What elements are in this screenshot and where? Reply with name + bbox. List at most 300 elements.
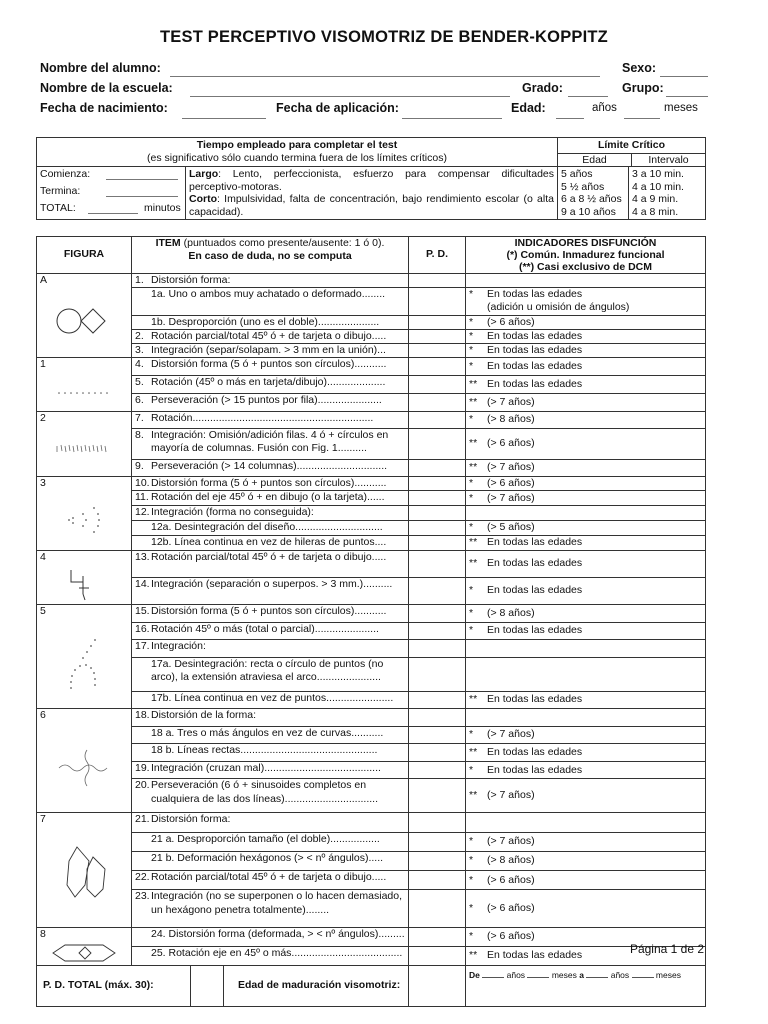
indicator-text: (> 7 años) xyxy=(487,728,535,741)
grade-label: Grado: xyxy=(522,81,563,95)
item-number: 10. xyxy=(135,476,150,489)
time-description-cell xyxy=(186,167,558,220)
intervalo-row: 4 a 9 min. xyxy=(632,193,679,205)
indicator-marker: ** xyxy=(469,693,478,706)
indicator-cell xyxy=(466,428,706,460)
figure-drawing xyxy=(49,941,119,965)
pd-cell[interactable] xyxy=(409,412,466,428)
item-text: Integración (cruzan mal)........................................ xyxy=(151,761,381,774)
indicator-cell xyxy=(466,657,706,691)
table-row xyxy=(37,329,706,343)
indicator-cell xyxy=(466,832,706,851)
pd-cell[interactable] xyxy=(409,288,466,315)
indicator-marker: ** xyxy=(469,461,478,474)
table-row xyxy=(37,412,706,428)
pd-cell[interactable] xyxy=(409,761,466,779)
item-cell xyxy=(132,506,409,521)
pd-cell[interactable] xyxy=(409,428,466,460)
item-cell xyxy=(132,927,409,946)
item-number: 4. xyxy=(135,358,144,371)
table-row xyxy=(37,491,706,506)
table-row xyxy=(37,376,706,394)
table-row xyxy=(37,605,706,623)
anos-label: años xyxy=(610,969,630,980)
time-header: Tiempo empleado para completar el test xyxy=(196,139,398,151)
school-name-label: Nombre de la escuela: xyxy=(40,81,173,95)
critical-limit-title: Límite Crítico xyxy=(558,138,705,154)
pd-cell[interactable] xyxy=(409,535,466,550)
item-number xyxy=(135,744,151,757)
indicator-marker: * xyxy=(469,288,474,301)
item-cell xyxy=(132,691,409,709)
item-cell xyxy=(132,358,409,376)
indicator-marker: * xyxy=(469,329,474,342)
pd-cell[interactable] xyxy=(409,550,466,577)
item-number xyxy=(135,852,151,865)
pd-cell[interactable] xyxy=(409,329,466,343)
pd-cell[interactable] xyxy=(409,657,466,691)
indicator-cell xyxy=(466,491,706,506)
indicator-marker: * xyxy=(469,873,474,886)
indicator-cell xyxy=(466,779,706,813)
minutos-label: minutos xyxy=(144,202,181,214)
indicator-cell xyxy=(466,871,706,890)
col-intervalo: Intervalo xyxy=(648,153,689,166)
item-cell xyxy=(132,622,409,640)
pd-cell[interactable] xyxy=(409,506,466,521)
time-subheader: (es significativo sólo cuando termina fuera de los límites críticos) xyxy=(147,151,447,164)
table-row xyxy=(37,709,706,727)
indicator-cell xyxy=(466,506,706,521)
indicator-text: En todas las edades xyxy=(487,329,583,342)
pd-cell[interactable] xyxy=(409,779,466,813)
item-cell xyxy=(132,779,409,813)
item-text: 21 a. Desproporción tamaño (el doble)................. xyxy=(151,832,380,845)
item-text: 1a. Uno o ambos muy achatado o deformado........ xyxy=(151,288,386,301)
item-text: 18 a. Tres o más ángulos en vez de curvas........... xyxy=(151,726,384,739)
indicator-text: (> 8 años) xyxy=(487,606,535,619)
item-cell xyxy=(132,376,409,394)
item-number xyxy=(135,727,151,740)
indicator-marker: * xyxy=(469,360,474,373)
item-cell xyxy=(132,344,409,358)
age-label: Edad: xyxy=(511,101,546,115)
edad-row: 5 años xyxy=(561,168,593,180)
pd-total-value[interactable] xyxy=(191,966,224,1006)
item-cell xyxy=(132,329,409,343)
item-cell xyxy=(132,476,409,491)
figure-drawing xyxy=(49,287,119,347)
figure-cell xyxy=(37,709,132,813)
item-number: 7. xyxy=(135,412,144,425)
item-number: 15. xyxy=(135,605,150,618)
edad-maduracion-range[interactable] xyxy=(466,965,706,1006)
item-cell xyxy=(132,871,409,890)
edad-row: 5 ½ años xyxy=(561,180,605,193)
table-row xyxy=(37,428,706,460)
intervalo-row: 4 a 10 min. xyxy=(632,180,684,193)
birth-date-line[interactable] xyxy=(182,118,266,119)
indicator-cell xyxy=(466,535,706,550)
indicator-cell xyxy=(466,691,706,709)
figure-drawing xyxy=(49,827,119,927)
pd-cell[interactable] xyxy=(409,851,466,870)
header-ind-title: INDICADORES DISFUNCIÓN xyxy=(514,237,657,249)
header-ind-common: (*) Común. Inmadurez funcional xyxy=(506,249,665,261)
item-number: 18. xyxy=(135,709,150,722)
pd-cell[interactable] xyxy=(409,476,466,491)
comienza-label: Comienza: xyxy=(40,168,91,180)
item-text: 17b. Línea continua en vez de puntos....................... xyxy=(151,691,394,704)
item-cell xyxy=(132,535,409,550)
indicator-cell xyxy=(466,412,706,428)
indicator-marker: ** xyxy=(469,437,478,450)
item-number: 19. xyxy=(135,761,150,774)
indicator-cell xyxy=(466,709,706,727)
indicator-cell xyxy=(466,851,706,870)
item-number: 5. xyxy=(135,376,144,389)
indicator-text: (> 8 años) xyxy=(487,413,535,426)
application-date-line[interactable] xyxy=(402,118,502,119)
edad-row: 9 a 10 años xyxy=(561,205,616,218)
edad-maduracion-gap[interactable] xyxy=(409,965,466,1006)
item-text: Distorsión forma (5 ó + puntos son círculos)........... xyxy=(151,605,387,618)
table-row xyxy=(37,274,706,288)
indicator-cell xyxy=(466,329,706,343)
table-row xyxy=(37,640,706,658)
indicator-cell xyxy=(466,288,706,315)
pd-cell[interactable] xyxy=(409,709,466,727)
indicator-cell xyxy=(466,394,706,412)
sex-label: Sexo: xyxy=(622,61,657,75)
indicator-text: (> 6 años) xyxy=(487,476,535,489)
figure-cell xyxy=(37,476,132,550)
group-label: Grupo: xyxy=(622,81,664,95)
table-row xyxy=(37,832,706,851)
item-number: 13. xyxy=(135,550,150,563)
indicator-text: (> 6 años) xyxy=(487,315,535,328)
header-item-title: ITEM xyxy=(155,237,181,249)
indicator-marker xyxy=(469,301,487,314)
pd-cell[interactable] xyxy=(409,813,466,832)
indicator-text: En todas las edades xyxy=(487,557,583,570)
item-number xyxy=(135,521,151,534)
figure-label: 8 xyxy=(40,927,46,940)
total-label: TOTAL: xyxy=(40,202,76,214)
figure-label: 7 xyxy=(40,813,46,826)
indicator-marker: * xyxy=(469,315,474,328)
indicator-text: (> 7 años) xyxy=(487,491,535,504)
item-cell xyxy=(132,726,409,744)
item-number: 1. xyxy=(135,274,144,286)
indicator-cell xyxy=(466,358,706,376)
indicator-marker: * xyxy=(469,835,474,848)
birth-date-label: Fecha de nacimiento: xyxy=(40,101,168,115)
indicator-cell xyxy=(466,376,706,394)
item-cell xyxy=(132,761,409,779)
indicator-marker: * xyxy=(469,344,474,357)
pd-cell[interactable] xyxy=(409,927,466,946)
age-years-line[interactable] xyxy=(556,118,584,119)
table-row xyxy=(37,761,706,779)
indicator-cell xyxy=(466,521,706,536)
item-text: Distorsión forma (5 ó + puntos son círculos)........... xyxy=(151,476,387,489)
total-line[interactable] xyxy=(88,213,138,214)
indicator-text: En todas las edades xyxy=(487,536,583,549)
item-cell xyxy=(132,813,409,832)
figure-cell xyxy=(37,813,132,927)
indicator-marker: * xyxy=(469,413,474,426)
termina-label: Termina: xyxy=(40,185,81,197)
item-text: Rotación (45º o más en tarjeta/dibujo).................... xyxy=(151,376,386,389)
table-row xyxy=(37,871,706,890)
pd-cell[interactable] xyxy=(409,394,466,412)
pd-cell[interactable] xyxy=(409,871,466,890)
pd-cell[interactable] xyxy=(409,744,466,762)
item-text: Rotación del eje 45º ó + en dibujo (o la tarjeta)...... xyxy=(151,491,385,504)
header-ind-dcm: (**) Casi exclusivo de DCM xyxy=(518,261,653,273)
pd-cell[interactable] xyxy=(409,521,466,536)
table-row xyxy=(37,851,706,870)
time-header-cell xyxy=(37,138,558,167)
group-line[interactable] xyxy=(666,96,708,97)
indicator-marker: ** xyxy=(469,536,478,549)
item-cell xyxy=(132,274,409,288)
indicator-text: En todas las edades xyxy=(487,693,583,706)
pd-cell[interactable] xyxy=(409,946,466,965)
header-item-desc: (puntuados como presente/ausente: 1 ó 0). xyxy=(180,237,385,249)
comienza-line[interactable] xyxy=(106,179,178,180)
indicator-text: En todas las edades xyxy=(487,288,583,301)
item-cell xyxy=(132,890,409,927)
age-months-line[interactable] xyxy=(624,118,660,119)
table-row xyxy=(37,476,706,491)
indicator-marker: * xyxy=(469,930,474,943)
grade-line[interactable] xyxy=(568,96,608,97)
item-text: Rotación parcial/total 45º ó + de tarjeta o dibujo..... xyxy=(151,871,387,884)
table-row xyxy=(37,358,706,376)
item-number: 21. xyxy=(135,813,150,826)
table-row xyxy=(37,813,706,832)
indicator-text: (> 5 años) xyxy=(487,521,535,534)
pd-cell[interactable] xyxy=(409,622,466,640)
table-row xyxy=(37,460,706,476)
indicator-cell xyxy=(466,605,706,623)
table-row xyxy=(37,315,706,329)
item-text: Integración (separación o superpos. > 3 mm.).......... xyxy=(151,577,393,590)
item-cell xyxy=(132,709,409,727)
figure-cell xyxy=(37,358,132,412)
indicator-marker: * xyxy=(469,728,474,741)
item-cell xyxy=(132,851,409,870)
item-number: 20. xyxy=(135,779,150,792)
table-row xyxy=(37,622,706,640)
item-text: Integración (separ/solapam. > 3 mm en la unión)... xyxy=(151,344,386,357)
item-text: Distorsión forma (5 ó + puntos son círculos)........... xyxy=(151,358,387,371)
figure-label: 3 xyxy=(40,476,46,489)
figure-cell xyxy=(37,550,132,604)
indicator-text: En todas las edades xyxy=(487,584,583,597)
header-indicadores xyxy=(466,237,706,274)
indicator-cell xyxy=(466,460,706,476)
time-table xyxy=(36,137,706,220)
item-number: 22. xyxy=(135,871,150,884)
pd-cell[interactable] xyxy=(409,315,466,329)
figure-drawing xyxy=(49,490,119,550)
indicator-cell xyxy=(466,315,706,329)
item-number xyxy=(135,658,151,684)
figure-label: 6 xyxy=(40,709,46,722)
item-text: 21 b. Deformación hexágonos (> < nº ángulos)..... xyxy=(151,851,384,864)
table-row xyxy=(37,779,706,813)
intervalo-row: 3 a 10 min. xyxy=(632,168,684,180)
indicator-marker: ** xyxy=(469,746,478,759)
a-label: a xyxy=(579,969,584,980)
pd-cell[interactable] xyxy=(409,460,466,476)
table-row xyxy=(37,535,706,550)
item-cell xyxy=(132,394,409,412)
largo-text: : Lento, perfeccionista, esfuerzo para compensar dificultades perceptivo-motoras. xyxy=(189,168,554,193)
item-text: Rotación.............................................................. xyxy=(151,412,374,425)
edad-row: 6 a 8 ½ años xyxy=(561,193,622,205)
indicator-text: (> 7 años) xyxy=(487,461,535,474)
largo-label: Largo xyxy=(189,168,219,180)
item-text: Perseveración (> 15 puntos por fila)...................... xyxy=(151,394,382,407)
meses-label: meses xyxy=(551,969,577,980)
critical-limit-header xyxy=(558,138,706,167)
school-name-line[interactable] xyxy=(190,96,510,97)
table-row xyxy=(37,946,706,965)
indicator-text: En todas las edades xyxy=(487,360,583,373)
item-text: Integración (no se superponen o lo hacen demasiado, un hexágono penetra totalmente)........ xyxy=(151,890,403,916)
total-row xyxy=(37,965,409,1006)
corto-label: Corto xyxy=(189,193,217,205)
item-number: 9. xyxy=(135,460,144,473)
indicator-marker: * xyxy=(469,521,474,534)
indicator-text: En todas las edades xyxy=(487,378,583,391)
intervalos-cell xyxy=(629,167,706,220)
indicator-marker: ** xyxy=(469,396,478,409)
application-date-label: Fecha de aplicación: xyxy=(276,101,399,115)
indicator-text: (adición u omisión de ángulos) xyxy=(487,301,630,314)
item-cell xyxy=(132,577,409,604)
indicator-marker: ** xyxy=(469,378,478,391)
pd-cell[interactable] xyxy=(409,274,466,288)
edades-cell xyxy=(558,167,629,220)
edad-maduracion-label: Edad de maduración visomotriz: xyxy=(238,979,401,992)
pd-cell[interactable] xyxy=(409,344,466,358)
pd-cell[interactable] xyxy=(409,640,466,658)
item-number xyxy=(135,947,151,960)
item-cell xyxy=(132,605,409,623)
item-number: 14. xyxy=(135,577,150,590)
corto-text: : Impulsividad, falta de concentración, bajo rendimiento escolar (o alta capacidad). xyxy=(189,193,554,218)
item-number: 17. xyxy=(135,640,150,653)
pd-cell[interactable] xyxy=(409,358,466,376)
figure-drawing xyxy=(49,426,119,476)
item-cell xyxy=(132,460,409,476)
indicator-text: En todas las edades xyxy=(487,949,583,962)
indicator-marker: * xyxy=(469,491,474,504)
pd-cell[interactable] xyxy=(409,577,466,604)
figure-drawing xyxy=(49,564,119,604)
pd-cell[interactable] xyxy=(409,726,466,744)
item-text: Rotación parcial/total 45º ó + de tarjeta o dibujo..... xyxy=(151,550,387,563)
termina-line[interactable] xyxy=(106,196,178,197)
student-name-line[interactable] xyxy=(170,76,600,77)
table-row xyxy=(37,927,706,946)
item-text: Integración: xyxy=(151,640,206,653)
figure-cell xyxy=(37,605,132,709)
figure-cell xyxy=(37,927,132,965)
pd-cell[interactable] xyxy=(409,376,466,394)
indicator-marker: * xyxy=(469,763,474,776)
item-number xyxy=(135,928,151,941)
item-number: 11. xyxy=(135,491,149,504)
item-text: Distorsión forma: xyxy=(151,274,231,286)
page-number: Página 1 de 2 xyxy=(629,942,704,956)
item-number xyxy=(135,288,151,301)
indicator-cell xyxy=(466,550,706,577)
table-row xyxy=(37,577,706,604)
table-row xyxy=(37,521,706,536)
item-cell xyxy=(132,428,409,460)
indicator-cell xyxy=(466,274,706,288)
figure-label: A xyxy=(40,274,48,286)
item-number: 2. xyxy=(135,329,144,342)
meses-label: meses xyxy=(655,969,681,980)
indicator-text: (> 6 años) xyxy=(487,930,535,943)
pd-cell[interactable] xyxy=(409,890,466,927)
indicator-text: En todas las edades xyxy=(487,624,583,637)
student-name-label: Nombre del alumno: xyxy=(40,61,161,75)
item-text: 25. Rotación eje en 45º o más...................................... xyxy=(151,946,403,959)
item-text: 24. Distorsión forma (deformada, > < nº ángulos)......... xyxy=(151,927,405,940)
item-text: Perseveración (6 ó + sinusoides completos en cualquiera de las dos líneas)................................ xyxy=(151,779,379,805)
indicator-text: En todas las edades xyxy=(487,344,583,357)
indicator-marker: ** xyxy=(469,949,478,962)
indicator-marker: * xyxy=(469,854,474,867)
age-years-label: años xyxy=(592,102,617,114)
scoring-table xyxy=(36,236,706,1007)
item-number xyxy=(135,536,151,549)
item-cell xyxy=(132,315,409,329)
item-text: 17a. Desintegración: recta o círculo de puntos (no arco), la extensión atraviesa el arco...................... xyxy=(151,657,384,683)
item-number: 6. xyxy=(135,394,144,407)
item-cell xyxy=(132,744,409,762)
indicator-cell xyxy=(466,761,706,779)
pd-cell[interactable] xyxy=(409,691,466,709)
item-cell xyxy=(132,550,409,577)
indicator-text: (> 8 años) xyxy=(487,854,535,867)
pd-cell[interactable] xyxy=(409,605,466,623)
pd-cell[interactable] xyxy=(409,491,466,506)
indicator-marker: * xyxy=(469,476,474,489)
item-text: 12b. Línea continua en vez de hileras de puntos.... xyxy=(151,535,387,548)
indicator-marker: ** xyxy=(469,789,478,802)
item-cell xyxy=(132,521,409,536)
sex-line[interactable] xyxy=(660,76,708,77)
table-row xyxy=(37,890,706,927)
item-text: Integración (forma no conseguida): xyxy=(151,506,314,519)
table-row xyxy=(37,288,706,315)
anos-label: años xyxy=(506,969,526,980)
item-text: Distorsión forma: xyxy=(151,813,231,826)
table-row xyxy=(37,657,706,691)
pd-cell[interactable] xyxy=(409,832,466,851)
item-number xyxy=(135,833,151,846)
indicator-marker: * xyxy=(469,584,474,597)
